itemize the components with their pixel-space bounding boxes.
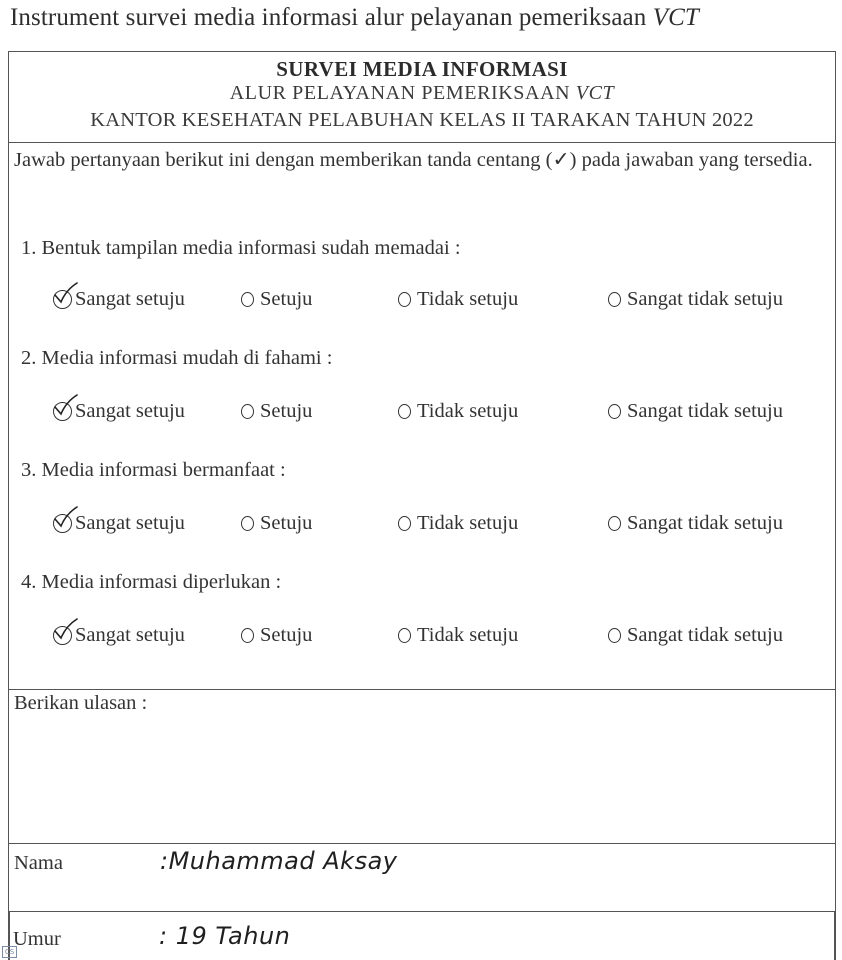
q2-option-setuju[interactable] bbox=[241, 400, 312, 423]
option-label: Tidak setuju bbox=[417, 400, 519, 422]
radio-circle-icon bbox=[241, 292, 254, 307]
radio-circle-icon bbox=[398, 628, 411, 643]
q2-option-tidak-setuju[interactable] bbox=[398, 400, 518, 423]
form-subtitle-italic: VCT bbox=[575, 82, 615, 104]
check-mark-icon bbox=[53, 402, 72, 421]
q3-option-sangat-tidak-setuju[interactable] bbox=[608, 512, 783, 535]
option-label: Setuju bbox=[260, 512, 313, 534]
question-3-options bbox=[9, 512, 835, 546]
q4-option-sangat-tidak-setuju[interactable] bbox=[608, 624, 783, 647]
q1-option-setuju[interactable] bbox=[241, 288, 312, 311]
option-label: Setuju bbox=[260, 288, 313, 310]
option-label: Sangat tidak setuju bbox=[627, 512, 784, 534]
question-1: 1. Bentuk tampilan media informasi sudah memadai : bbox=[21, 237, 461, 259]
q3-option-sangat-setuju[interactable] bbox=[53, 512, 185, 535]
check-mark-icon bbox=[53, 290, 72, 309]
option-label: Setuju bbox=[260, 624, 313, 646]
form-subtitle bbox=[9, 81, 835, 105]
q4-option-tidak-setuju[interactable] bbox=[398, 624, 518, 647]
q4-option-sangat-setuju[interactable] bbox=[53, 624, 185, 647]
form-title: SURVEI MEDIA INFORMASI bbox=[276, 57, 568, 81]
question-4-options bbox=[9, 624, 835, 658]
review-label: Berikan ulasan : bbox=[14, 692, 148, 714]
radio-circle-icon bbox=[608, 628, 621, 643]
radio-circle-icon bbox=[241, 628, 254, 643]
instruction-text: Jawab pertanyaan berikut ini dengan memberikan tanda centang (✓) pada jawaban yang tersedia. bbox=[14, 149, 813, 171]
option-label: Sangat tidak setuju bbox=[627, 288, 784, 310]
option-label: Sangat setuju bbox=[75, 400, 185, 422]
q2-option-sangat-tidak-setuju[interactable] bbox=[608, 400, 783, 423]
option-label: Setuju bbox=[260, 400, 313, 422]
option-label: Sangat setuju bbox=[75, 512, 185, 534]
questions-section bbox=[9, 143, 835, 690]
identity-section bbox=[9, 844, 835, 910]
option-label: Tidak setuju bbox=[417, 512, 519, 534]
age-label: Umur bbox=[13, 928, 61, 950]
option-label: Tidak setuju bbox=[417, 288, 519, 310]
q4-option-setuju[interactable] bbox=[241, 624, 312, 647]
caption-text: Instrument survei media informasi alur pelayanan pemeriksaan bbox=[10, 4, 647, 31]
caption-italic: VCT bbox=[652, 4, 699, 31]
option-label: Tidak setuju bbox=[417, 624, 519, 646]
q1-option-sangat-setuju[interactable] bbox=[53, 288, 185, 311]
q3-option-setuju[interactable] bbox=[241, 512, 312, 535]
q2-option-sangat-setuju[interactable] bbox=[53, 400, 185, 423]
question-2-options bbox=[9, 400, 835, 434]
check-mark-icon bbox=[53, 514, 72, 533]
form-border-right bbox=[834, 911, 836, 960]
survey-form bbox=[8, 51, 836, 912]
radio-circle-icon bbox=[398, 404, 411, 419]
question-1-options bbox=[9, 288, 835, 322]
radio-circle-icon bbox=[398, 516, 411, 531]
form-header bbox=[9, 52, 835, 143]
radio-circle-icon bbox=[241, 516, 254, 531]
option-label: Sangat setuju bbox=[75, 624, 185, 646]
radio-circle-icon bbox=[608, 404, 621, 419]
question-2: 2. Media informasi mudah di fahami : bbox=[21, 347, 333, 369]
question-4: 4. Media informasi diperlukan : bbox=[21, 571, 282, 593]
check-mark-icon bbox=[53, 626, 72, 645]
document-caption bbox=[10, 4, 699, 32]
form-office: KANTOR KESEHATAN PELABUHAN KELAS II TARAKAN TAHUN 2022 bbox=[90, 109, 754, 131]
radio-circle-icon bbox=[608, 292, 621, 307]
radio-circle-icon bbox=[241, 404, 254, 419]
form-subtitle-text: ALUR PELAYANAN PEMERIKSAAN bbox=[229, 82, 571, 104]
radio-circle-icon bbox=[608, 516, 621, 531]
name-label: Nama bbox=[14, 852, 63, 874]
option-label: Sangat tidak setuju bbox=[627, 624, 784, 646]
question-3: 3. Media informasi bermanfaat : bbox=[21, 459, 286, 481]
option-label: Sangat tidak setuju bbox=[627, 400, 784, 422]
q1-option-sangat-tidak-setuju[interactable] bbox=[608, 288, 783, 311]
q1-option-tidak-setuju[interactable] bbox=[398, 288, 518, 311]
age-value[interactable]: : 19 Tahun bbox=[159, 922, 291, 950]
scanner-logo: CS bbox=[2, 946, 17, 958]
radio-circle-icon bbox=[398, 292, 411, 307]
option-label: Sangat setuju bbox=[75, 288, 185, 310]
name-value[interactable]: :Muhammad Aksay bbox=[160, 847, 398, 875]
review-section[interactable] bbox=[9, 690, 835, 844]
q3-option-tidak-setuju[interactable] bbox=[398, 512, 518, 535]
